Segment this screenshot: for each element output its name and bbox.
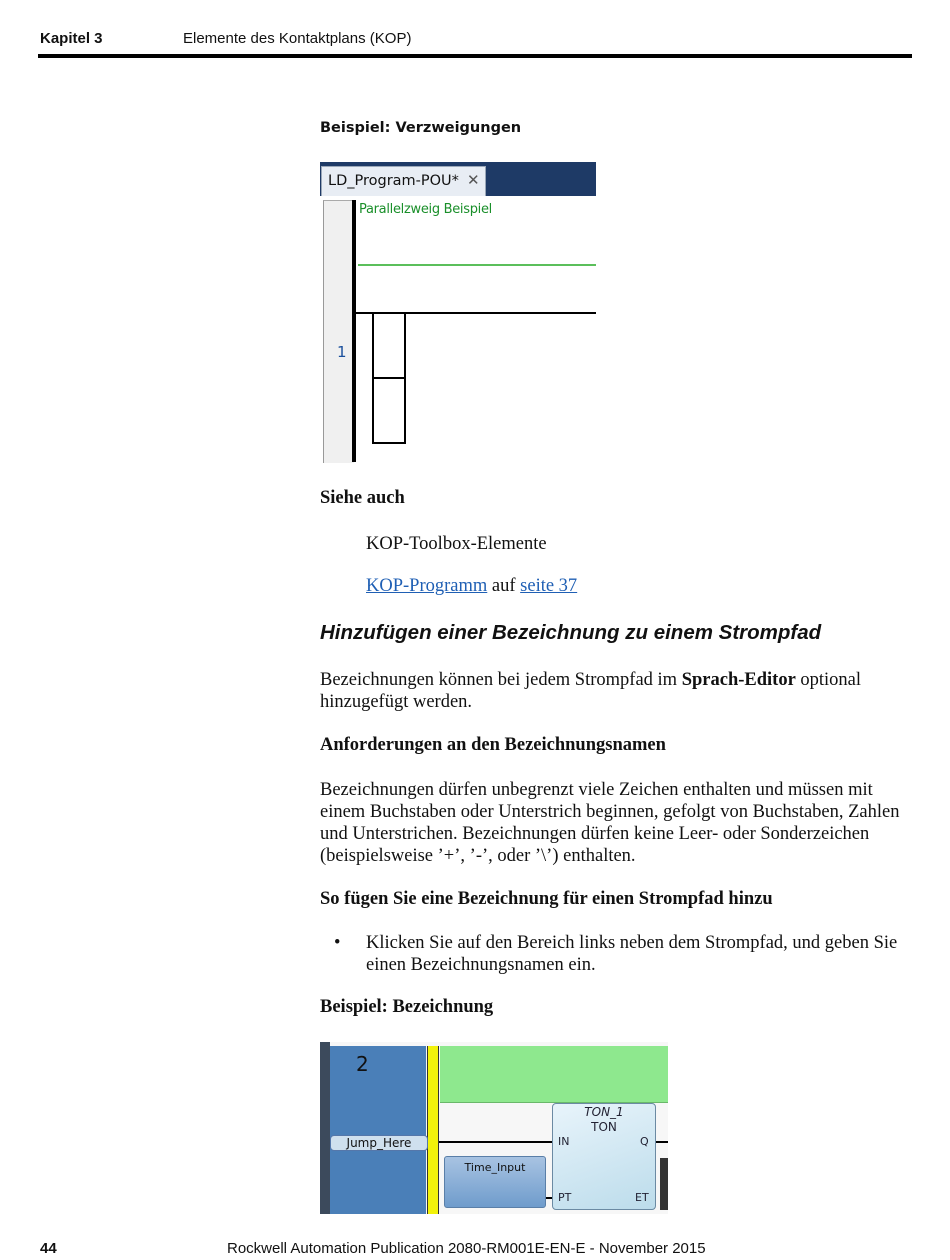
editor-tab-label: LD_Program-POU* — [328, 173, 459, 189]
see-also-program-line — [366, 575, 577, 597]
see-also-mid: auf — [487, 576, 521, 596]
editor-left-bar — [320, 1042, 330, 1214]
rung-label-tag[interactable]: Jump_Here — [330, 1135, 428, 1151]
branch-middle-wire — [372, 377, 406, 379]
requirements-heading: Anforderungen an den Bezeichnungsnamen — [320, 735, 666, 755]
page-number: 44 — [40, 1240, 57, 1257]
rung-comment-bar[interactable] — [440, 1046, 668, 1103]
ladder-editor-screenshot — [320, 162, 596, 464]
ton-type-name: TON — [591, 1120, 617, 1134]
pin-in: IN — [558, 1135, 570, 1148]
rung-label-panel[interactable] — [330, 1046, 426, 1214]
ton-instance-name: TON_1 — [584, 1105, 624, 1119]
example-branches-caption: Beispiel: Verzweigungen — [320, 120, 522, 136]
rung-number: 1 — [337, 343, 347, 361]
bullet-text: Klicken Sie auf den Bereich links neben dem Strompfad, und geben Sie einen Bezeichnungsnamen ein. — [366, 933, 898, 975]
example-label-caption: Beispiel: Bezeichnung — [320, 997, 494, 1017]
page-link[interactable]: seite 37 — [520, 576, 578, 596]
pin-et: ET — [635, 1191, 649, 1204]
adjacent-block-edge — [660, 1158, 668, 1210]
power-rail-selected — [427, 1046, 439, 1214]
section-title: Hinzufügen einer Bezeichnung zu einem Strompfad — [320, 621, 822, 644]
intro-text-b: optional hinzugefügt werden. — [320, 670, 862, 712]
intro-bold: Sprach-Editor — [681, 670, 796, 690]
rung-number-2: 2 — [356, 1052, 369, 1076]
power-rail — [352, 200, 356, 462]
see-also-heading: Siehe auch — [320, 488, 405, 508]
see-also-toolbox: KOP-Toolbox-Elemente — [366, 534, 547, 554]
editor-tab-bar — [320, 162, 596, 196]
q-wire — [656, 1141, 668, 1143]
time-input-variable[interactable]: Time_Input — [444, 1156, 546, 1208]
section-intro — [320, 669, 900, 713]
intro-text-a: Bezeichnungen können bei jedem Strompfad im — [320, 670, 682, 690]
publication-info: Rockwell Automation Publication 2080-RM001E-EN-E - November 2015 — [227, 1240, 706, 1257]
rung-wire — [356, 312, 596, 314]
header-rule — [38, 54, 912, 58]
branch-bottom-wire — [372, 442, 406, 444]
chapter-title: Elemente des Kontaktplans (KOP) — [183, 30, 412, 47]
bullet-icon: • — [334, 933, 341, 953]
pin-pt: PT — [558, 1191, 572, 1204]
editor-tab[interactable] — [321, 166, 486, 196]
in-wire — [439, 1141, 552, 1143]
rung-gutter[interactable] — [323, 200, 354, 463]
ton-function-block[interactable] — [552, 1103, 656, 1210]
requirements-text: Bezeichnungen dürfen unbegrenzt viele Zeichen enthalten und müssen mit einem Buchstaben oder Unterstrich beginnen, gefolgt von Buchstaben, Zahlen und Unterstrichen. Bezeichnungen dürfen keine Leer- oder Sonderzeichen (beispielsweise ’+’, ’-’, oder ’\’) enthalten. — [320, 780, 900, 866]
label-example-screenshot — [320, 1042, 668, 1214]
howto-heading: So fügen Sie eine Bezeichnung für einen Strompfad hinzu — [320, 889, 773, 909]
close-icon[interactable]: ✕ — [467, 171, 480, 189]
chapter-label: Kapitel 3 — [40, 30, 103, 47]
rung-comment: Parallelzweig Beispiel — [359, 202, 492, 217]
kop-program-link[interactable]: KOP-Programm — [366, 576, 488, 596]
pin-q: Q — [640, 1135, 649, 1148]
